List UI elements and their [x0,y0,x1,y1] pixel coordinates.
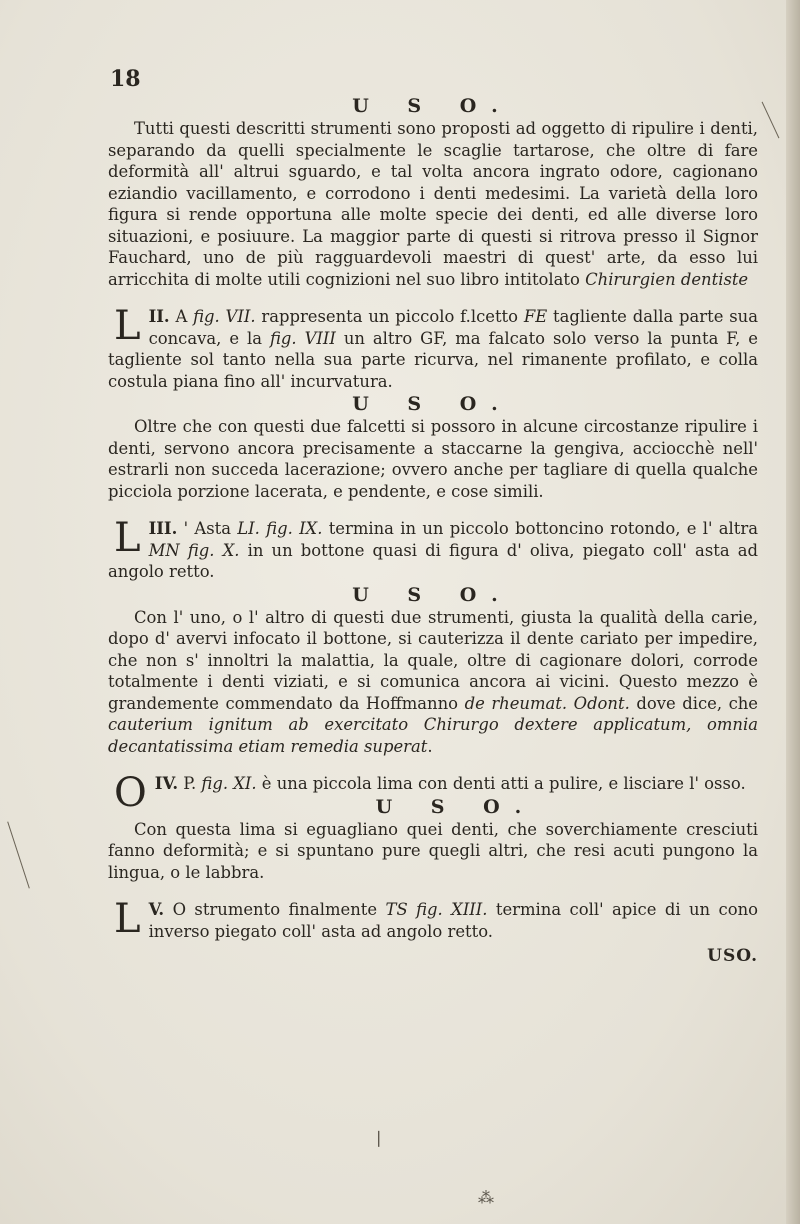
section-ii-text-c: tagliente dalla parte sua concava, e la [148,307,758,348]
ink-blot: ⁂ [478,1188,494,1207]
paragraph-1 [108,118,758,290]
section-v-text-b: termina coll' apice di un cono inverso piegato coll' asta ad angolo retto. [148,900,758,941]
fig-ref-ix: LI. fig. IX. [237,519,323,538]
section-number-v: V. [148,900,165,919]
section-iii-text-a: ' Asta [183,519,238,538]
label-fe: FE [523,307,548,326]
ink-blot: ❘ [372,1128,386,1147]
paragraph-3 [108,607,758,758]
dropcap-l: L [114,896,141,942]
book-title: Chirurgien dentiste [585,269,749,289]
section-iii-text [108,515,758,583]
heading-uso-1: U S O. [352,95,514,117]
dropcap-o: O [114,770,147,816]
section-ii-text-a: A [175,307,194,326]
section-iv-text-b: è una piccola lima con denti atti a pulire, e lisciare l' osso. [256,774,746,793]
section-iii [108,515,758,583]
paragraph-1-text: Tutti questi descritti strumenti sono proposti ad oggetto di ripulire i denti, separando da quelli specialmente le scaglie tartarose, che oltre di fare deformità all' altrui sguardo, e tal volta ancora ingrato odore, cagionano eziandio vacillamento, e corrodono i denti medesimi. La varietà della loro figura si rende opportuna alle molte specie dei denti, ed alle diverse loro situazioni, e posiuure. La maggior parte di questi si ritrova presso il Signor Fauchard, uno de più ragguardevoli maestri di quest' arte, da esso lui arricchita di molte utili cognizioni nel suo libro intitolato [108,119,758,289]
fig-ref-x: MN fig. X. [148,540,240,560]
page-edge [786,0,800,1224]
paragraph-3-text-e: . [427,736,433,756]
fig-ref-xi: fig. XI. [201,774,257,793]
section-iv-text-a: P. [183,774,202,793]
section-ii-text-d: un altro GF, ma falcato solo verso la punta F, e tagliente sol tanto nella sua parte ricurva, nel rimanente profilato, e colla costula piana fino all' incurvatura. [108,328,758,391]
page-content [108,70,758,966]
fig-ref-xiii: TS fig. XIII. [385,900,488,919]
section-iii-text-b: termina in un piccolo bottoncino rotondo, e l' altra [322,519,758,538]
section-ii-text [108,303,758,392]
dropcap-l: L [114,515,141,561]
dropcap-l: L [114,303,141,349]
section-number-iv: IV. [154,774,179,793]
section-v [108,896,758,942]
paragraph-2: Oltre che con questi due falcetti si possoro in alcune circostanze ripulire i denti, servono ancora precisamente a staccarne la gengiva, acciocchè nell' estrarli non succeda lacerazione; ovvero anche per tagliare di quella qualche picciola porzione lacerata, e pendente, e cose simili. [108,417,758,501]
heading-uso-4: U S O. [375,795,538,818]
page-number: 18 [110,66,141,92]
fig-ref-vii: fig. VII. [193,307,256,326]
latin-quote: cauterium ignitum ab exercitato Chirurgo dextere applicatum, omnia decantatissima etiam remedia superat [108,715,758,756]
citation-hoffmann: de rheumat. Odont. [464,693,630,713]
fig-ref-viii: fig. VIII [269,328,336,348]
section-ii-text-b: rappresenta un piccolo f.lcetto [255,307,524,326]
heading-uso-2: U S O. [352,393,514,415]
paragraph-3-text-a: Con l' uno, o l' altro di questi due strumenti, giusta la qualità della carie, dopo d' avervi infocato il bottone, si cauterizza il dente cariato per impedire, che non s' innoltri la malattia, la quale, oltre di cagionare dolori, corrode totalmente i denti viziati, e si comunica ancora ai vicini. Questo mezzo è grandemente commendato da Hoffmanno [108,607,758,713]
section-number-ii: II. [148,307,170,326]
section-number-iii: III. [148,519,178,538]
heading-uso-3: U S O. [352,583,514,606]
paragraph-3-text-c: dove dice, che [629,693,759,713]
section-ii [108,303,758,392]
section-v-text [108,896,758,942]
paragraph-4: Con questa lima si eguagliano quei denti, che soverchiamente cresciuti fanno deformità; e si spuntano pure quegli altri, che resi acuti pungono la lingua, o le labbra. [108,819,758,882]
catchword: USO. [707,946,758,966]
section-v-text-a: O strumento finalmente [172,900,386,919]
section-iii-text-c: in un bottone quasi di figura d' oliva, piegato coll' asta ad angolo retto. [108,540,758,581]
